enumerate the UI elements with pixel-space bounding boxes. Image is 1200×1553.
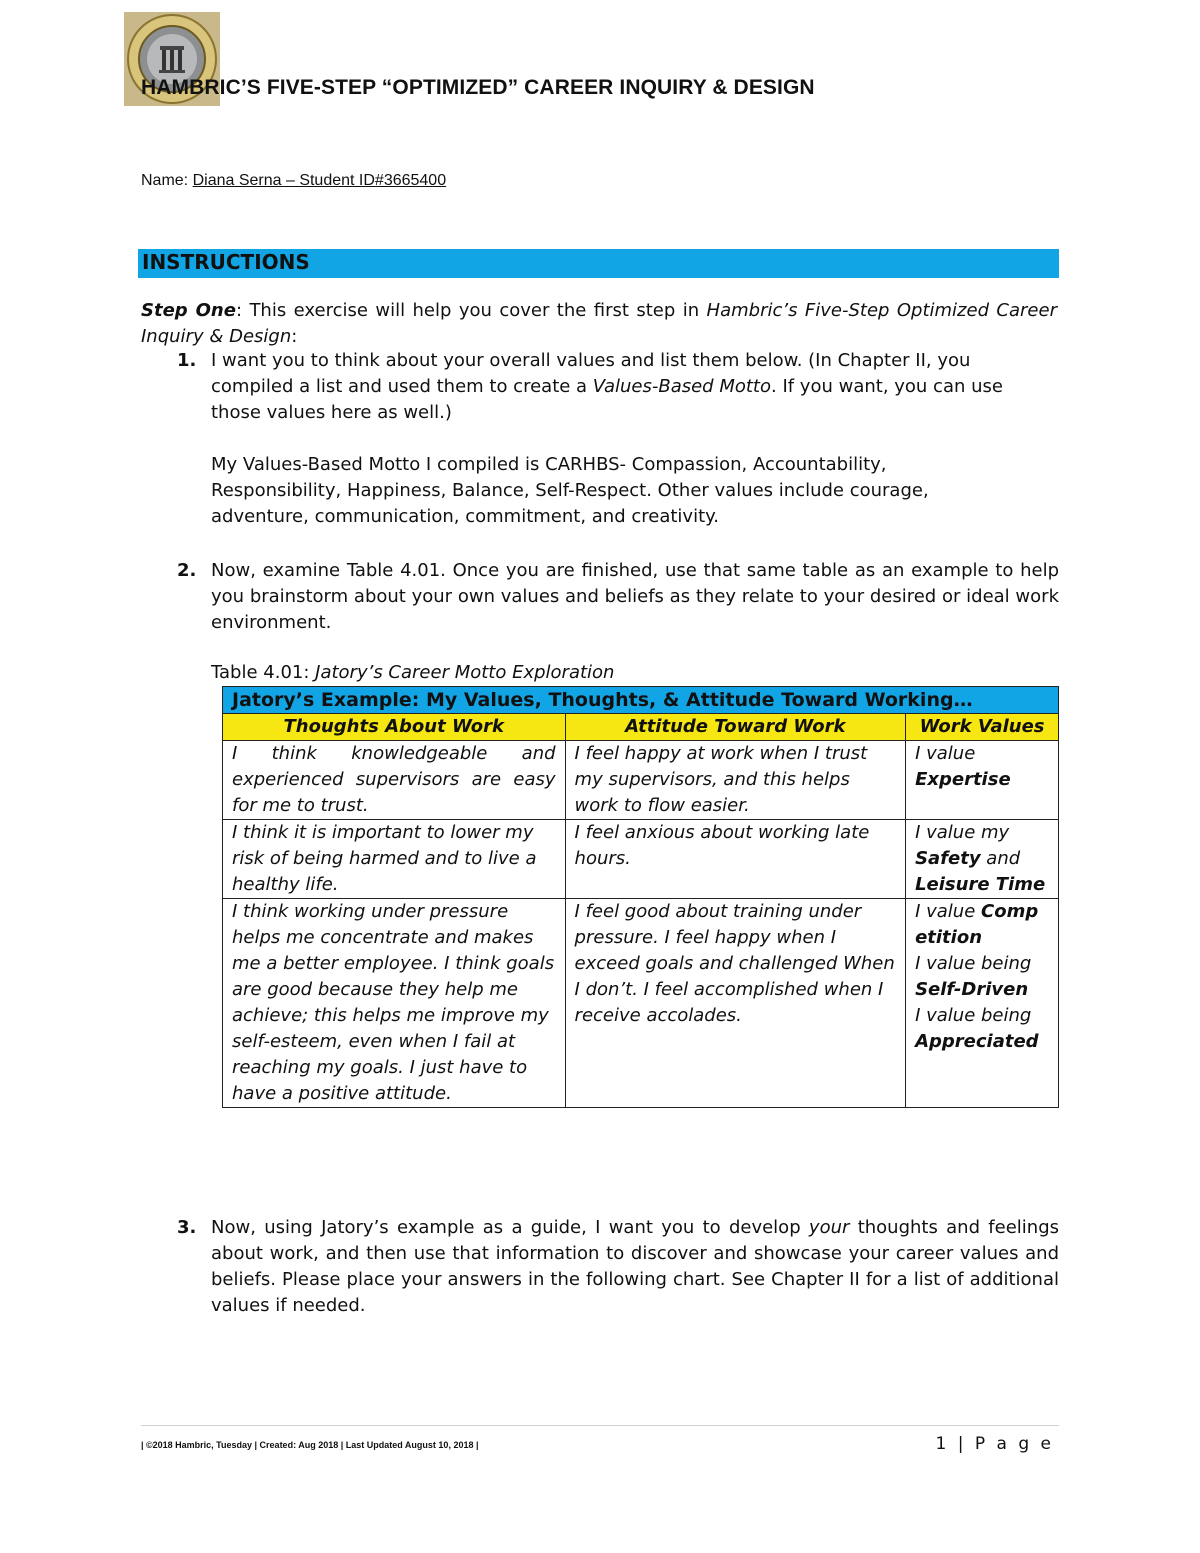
step-one-pre: : This exercise will help you cover the first step in bbox=[235, 300, 707, 321]
table-row bbox=[223, 899, 1059, 1108]
item-2-text: Now, examine Table 4.01. Once you are finished, use that same table as an example to help you brainstorm about your own values and beliefs as they relate to your desired or ideal work environment. bbox=[211, 560, 1059, 633]
row-2-value-1: I value my Safety and Leisure Time bbox=[915, 822, 1046, 895]
instructions-banner bbox=[138, 249, 1059, 278]
row-2-thoughts: I think it is important to lower my risk of being harmed and to live a healthy life. bbox=[223, 820, 566, 899]
row-1-thoughts: I think knowledgeable and experienced supervisors are easy for me to trust. bbox=[223, 741, 566, 820]
table-caption bbox=[211, 660, 614, 686]
row-1-values bbox=[906, 741, 1059, 820]
footer-copyright: | ©2018 Hambric, Tuesday | Created: Aug 2018 | Last Updated August 10, 2018 | bbox=[141, 1440, 479, 1450]
row-3-thoughts: I think working under pressure helps me concentrate and makes me a better employee. I think goals are good because they help me achieve; this helps me improve my self-esteem, even when I fail at reaching my goals. I just have to have a positive attitude. bbox=[223, 899, 566, 1108]
row-3-value-1: I value Competition bbox=[915, 901, 1039, 948]
row-1-value-1: I value Expertise bbox=[915, 743, 1011, 790]
row-3-attitude: I feel good about training under pressure. I feel happy when I exceed goals and challenged When I don’t. I feel accomplished when I receive accolades. bbox=[565, 899, 906, 1108]
row-2-attitude: I feel anxious about working late hours. bbox=[565, 820, 906, 899]
step-one-title: Hambric’s Five-Step Optimized Career Inquiry & Design bbox=[141, 300, 1057, 347]
name-value: Diana Serna – Student ID#3665400 bbox=[192, 172, 447, 189]
item-3-number: 3. bbox=[177, 1217, 197, 1238]
table-header-row bbox=[223, 714, 1059, 741]
row-3-value-3: I value being Appreciated bbox=[915, 1005, 1039, 1052]
table-row bbox=[223, 820, 1059, 899]
header-thoughts: Thoughts About Work bbox=[223, 714, 566, 741]
name-label: Name: bbox=[141, 172, 189, 189]
step-one-post: : bbox=[291, 326, 298, 347]
item-1-pre: I want you to think about your overall values and list them below. (In Chapter II, you compiled a list and used them to create a bbox=[211, 350, 971, 397]
table-row bbox=[223, 741, 1059, 820]
page-number: 1 | P a g e bbox=[935, 1434, 1054, 1454]
step-one-paragraph bbox=[141, 298, 1057, 350]
table-banner: Jatory’s Example: My Values, Thoughts, & Attitude Toward Working… bbox=[223, 687, 1059, 714]
footer-divider bbox=[141, 1425, 1059, 1426]
name-line bbox=[141, 172, 446, 190]
item-1-post: . If you want, you can use those values here as well.) bbox=[211, 376, 1003, 423]
row-3-value-2: I value being Self-Driven bbox=[915, 953, 1032, 1000]
header-values: Work Values bbox=[906, 714, 1059, 741]
item-3-pre: Now, using Jatory’s example as a guide, I want you to develop bbox=[211, 1217, 809, 1238]
example-table bbox=[222, 686, 1059, 1108]
item-1-number: 1. bbox=[177, 350, 197, 371]
document-title: HAMBRIC’S FIVE-STEP “OPTIMIZED” CAREER INQUIRY & DESIGN bbox=[141, 76, 815, 99]
table-caption-title: Jatory’s Career Motto Exploration bbox=[315, 662, 615, 683]
instructions-heading: INSTRUCTIONS bbox=[142, 250, 310, 274]
item-1-answer: My Values-Based Motto I compiled is CARHBS- Compassion, Accountability, Responsibility, Happiness, Balance, Self-Respect. Other values include courage, adventure, communication, commitment, and creativity. bbox=[211, 454, 929, 527]
header-attitude: Attitude Toward Work bbox=[565, 714, 906, 741]
item-2-number: 2. bbox=[177, 560, 197, 581]
row-3-values bbox=[906, 899, 1059, 1108]
row-1-attitude: I feel happy at work when I trust my supervisors, and this helps work to flow easier. bbox=[565, 741, 906, 820]
item-3-em: your bbox=[808, 1217, 850, 1238]
item-1-em: Values-Based Motto bbox=[592, 376, 771, 397]
item-3-post: thoughts and feelings about work, and then use that information to discover and showcase your career values and beliefs. Please place your answers in the following chart. See Chapter II for a list of additional values if needed. bbox=[211, 1217, 1060, 1316]
row-2-values bbox=[906, 820, 1059, 899]
table-banner-row bbox=[223, 687, 1059, 714]
item-3-text bbox=[211, 1215, 1059, 1319]
table-caption-prefix: Table 4.01: bbox=[211, 662, 316, 683]
step-one-label: Step One bbox=[141, 300, 236, 321]
item-1-text bbox=[211, 348, 1051, 426]
